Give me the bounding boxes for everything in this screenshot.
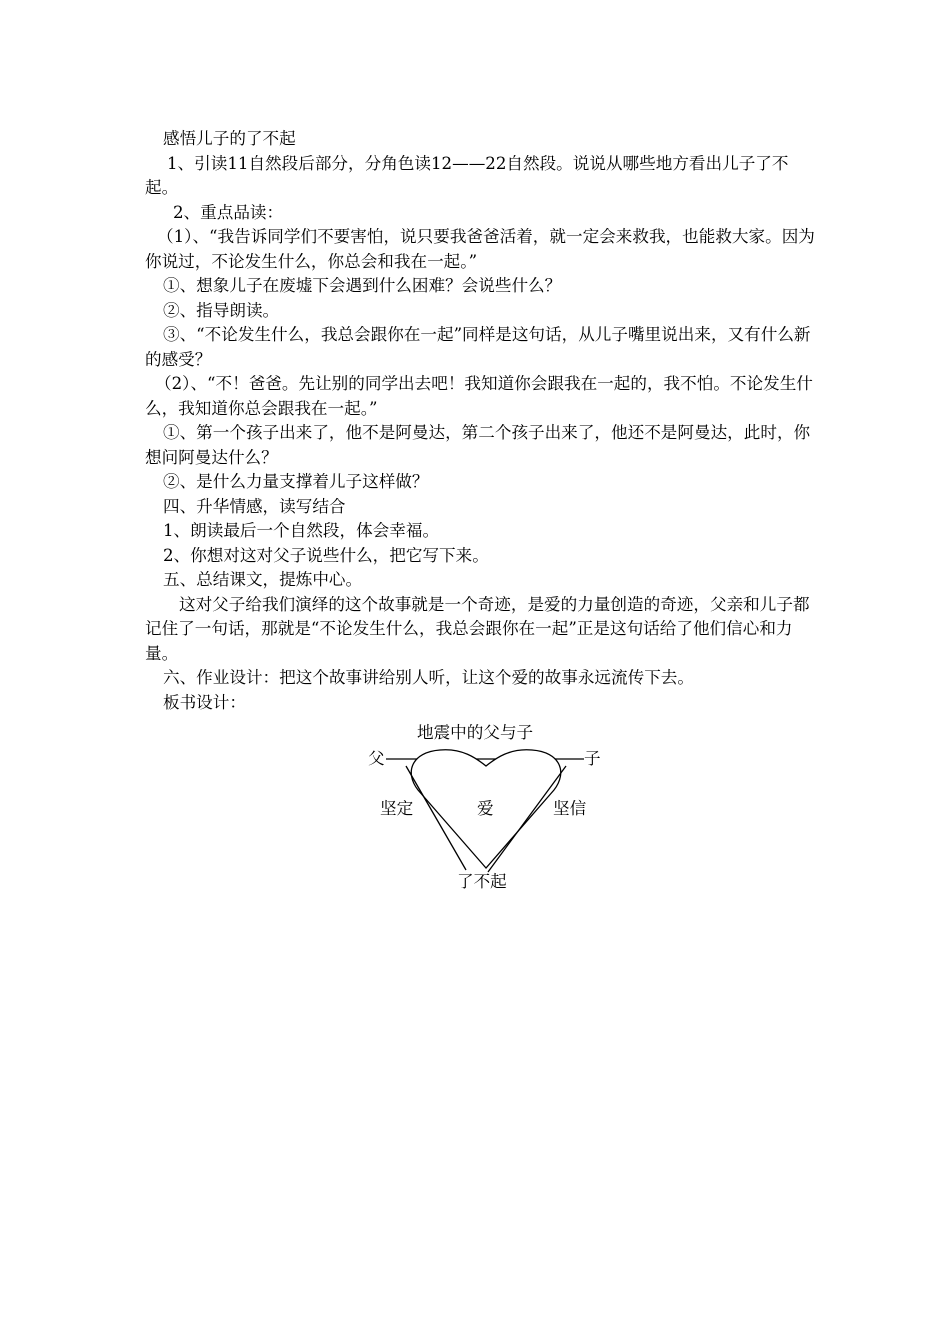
paragraph-section-title: 感悟儿子的了不起 [163,129,296,148]
board-design-diagram [360,718,620,903]
paragraph-item-2: 2、重点品读： [173,202,284,222]
paragraph-board-label: 板书设计： [163,692,246,712]
document-body [145,127,815,715]
paragraph-section-4: 四、升华情感，读写结合 [163,496,346,516]
paragraph-sub-3: ③、“不论发生什么，我总会跟你在一起”同样是这句话，从儿子嘴里说出来，又有什么新的感受？ [145,325,811,369]
board-bottom-word: 了不起 [457,872,507,891]
paragraph-summary: 这对父子给我们演绎的这个故事就是一个奇迹，是爱的力量创造的奇迹，父亲和儿子都记住了一句话，那就是“不论发生什么，我总会跟你在一起”正是这句话给了他们信心和力量。 [145,594,810,663]
paragraph-quote-1: （1）、“我告诉同学们不要害怕，说只要我爸爸活着，就一定会来救我，也能救大家。因为你说过，不论发生什么，你总会和我在一起。” [145,227,815,271]
paragraph-section-4-item-1: 1、朗读最后一个自然段，体会幸福。 [163,521,440,540]
paragraph-sub-5: ②、是什么力量支撑着儿子这样做？ [163,472,429,491]
paragraph-section-6: 六、作业设计：把这个故事讲给别人听，让这个爱的故事永远流传下去。 [163,668,694,687]
paragraph-section-4-item-2: 2、你想对这对父子说些什么，把它写下来。 [163,545,489,565]
paragraph-item-1: 1、引读11自然段后部分，分角色读12——22自然段。说说从哪些地方看出儿子了不起。 [145,153,789,197]
paragraph-sub-1: ①、想象儿子在废墟下会遇到什么困难？会说些什么？ [163,276,562,295]
board-left-word: 坚定 [380,799,414,818]
board-son: 子 [584,749,601,768]
board-father: 父 [368,749,385,768]
board-right-word: 坚信 [553,799,587,818]
board-title: 地震中的父与子 [417,723,534,742]
paragraph-section-5: 五、总结课文，提炼中心。 [163,570,363,589]
paragraph-sub-2: ②、指导朗读。 [163,300,280,320]
paragraph-sub-4: ①、第一个孩子出来了，他不是阿曼达，第二个孩子出来了，他还不是阿曼达，此时，你想问阿曼达什么？ [145,423,811,467]
board-center-word: 爱 [477,799,494,818]
paragraph-quote-2: （2）、“不！爸爸。先让别的同学出去吧！我知道你会跟我在一起的，我不怕。不论发生什么，我知道你总会跟我在一起。” [145,374,813,418]
